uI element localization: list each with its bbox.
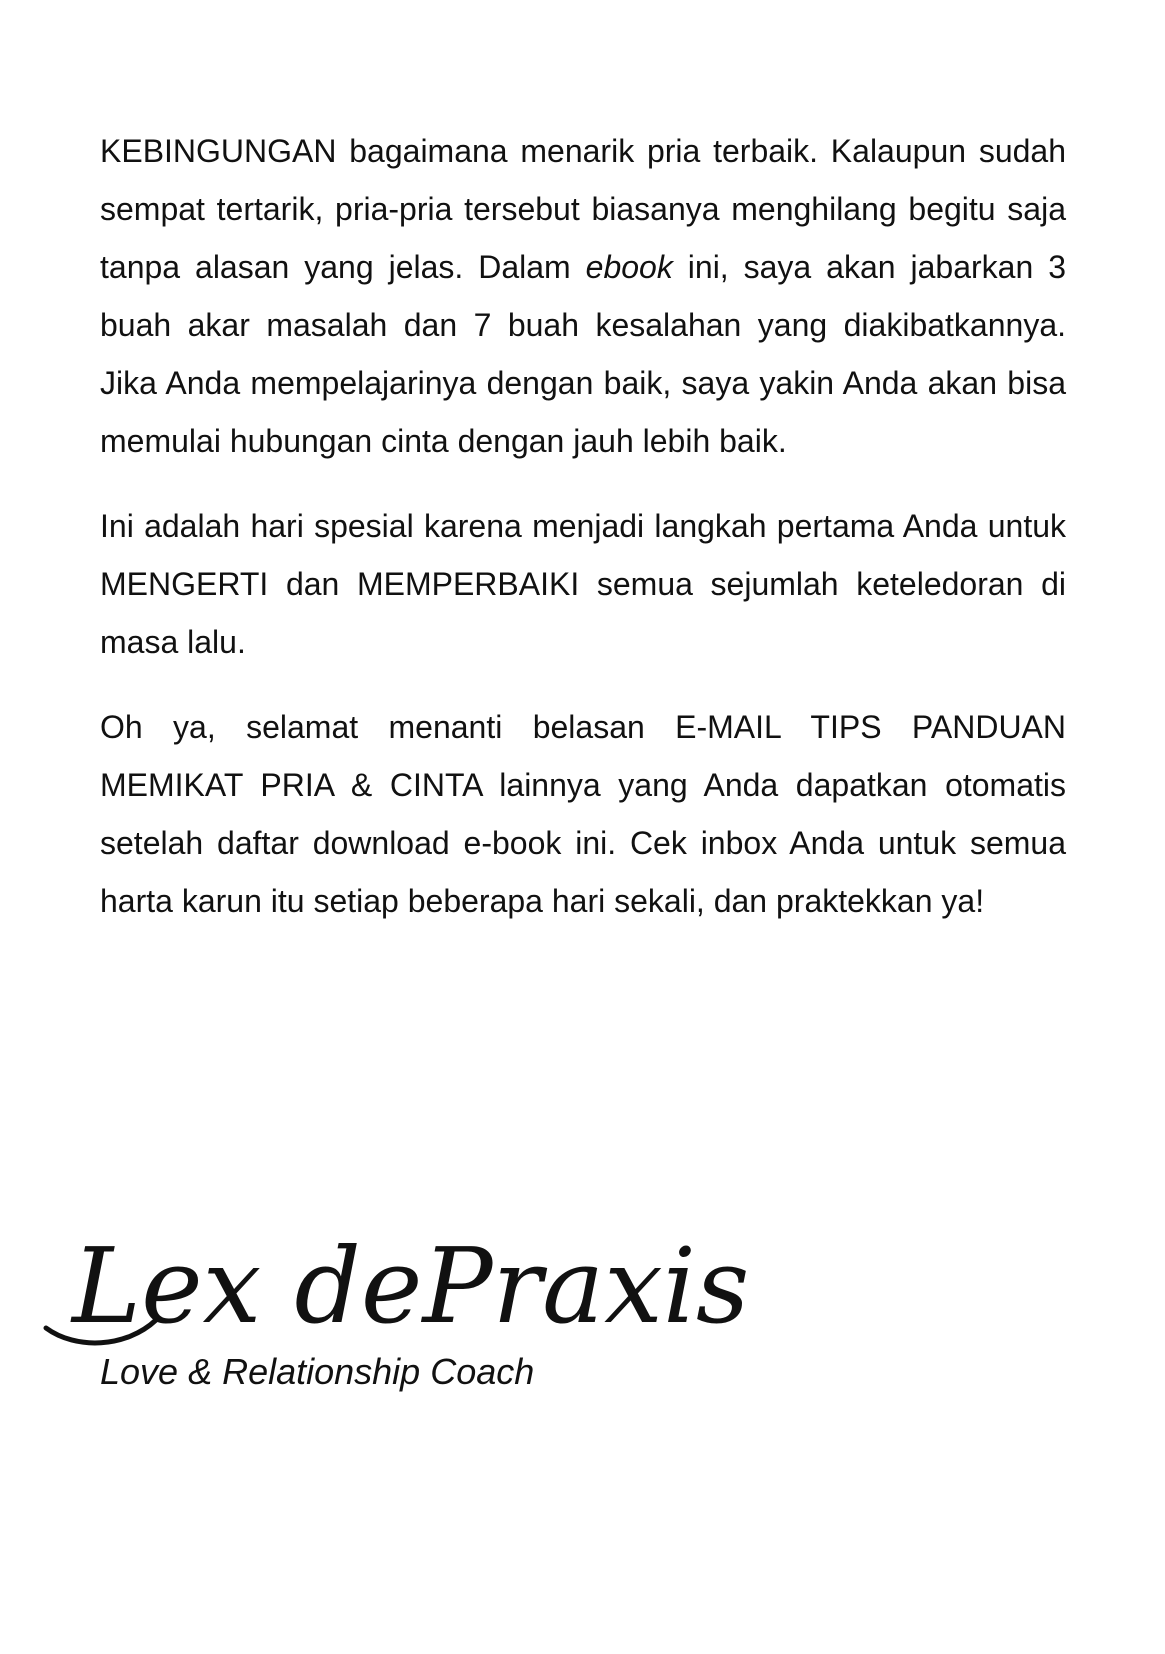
paragraph-special-day: Ini adalah hari spesial karena menjadi langkah pertama Anda untuk MENGERTI dan MEMPERBAIKI semua sejumlah keteledoran di masa lalu.	[100, 508, 1066, 660]
paragraph-intro-end: ini, saya akan jabarkan 3 buah akar masalah dan 7 buah kesalahan yang diakibatkannya. Jika Anda mempelajarinya dengan baik, saya yakin Anda akan bisa memulai hubungan cinta dengan jauh lebih baik.	[100, 249, 1067, 459]
signature-name: Lex dePraxis	[72, 1225, 750, 1347]
handwritten-signature	[36, 1210, 750, 1360]
body-text	[100, 122, 1066, 957]
ebook-emphasis: ebook	[585, 249, 673, 285]
paragraph-intro	[100, 122, 1066, 470]
signature-graphic	[36, 1210, 750, 1360]
signature-title: Love & Relationship Coach	[100, 1351, 535, 1392]
paragraph-intro-start: KEBINGUNGAN bagaimana menarik pria terbaik. Kalaupun sudah sempat tertarik, pria-pria tersebut biasanya menghilang begitu saja tanpa alasan yang jelas. Dalam	[100, 133, 1066, 285]
paragraph-email-tips: Oh ya, selamat menanti belasan E-MAIL TIPS PANDUAN MEMIKAT PRIA & CINTA lainnya yang Anda dapatkan otomatis setelah daftar download e-book ini. Cek inbox Anda untuk semua harta karun itu setiap beberapa hari sekali, dan praktekkan ya!	[100, 709, 1066, 919]
